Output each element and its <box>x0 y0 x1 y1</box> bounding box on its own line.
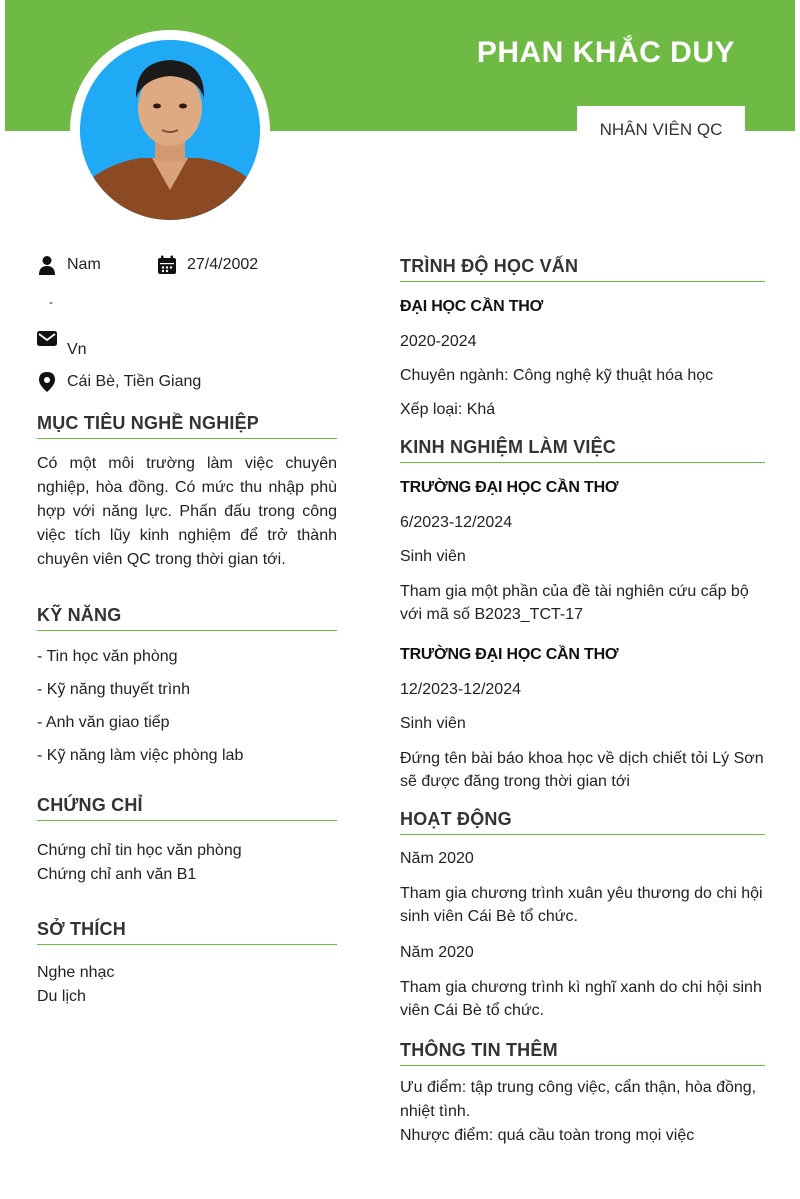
skill-item: - Kỹ năng làm việc phòng lab <box>37 747 244 764</box>
email-row <box>37 322 337 362</box>
job-title: NHÂN VIÊN QC <box>599 120 723 139</box>
extra-info-title: THÔNG TIN THÊM <box>400 1040 765 1066</box>
objective-text: Có một môi trường làm việc chuyên nghiệp, hòa đồng. Có mức thu nhập phù hợp với năng lực. Phấn đấu trong công việc tích lũy kinh nghiệm để trở thành chuyên viên QC trong thời gian tới. <box>37 455 337 568</box>
hobby-item: Nghe nhạc <box>37 964 115 981</box>
education-rank: Xếp loại: Khá <box>400 401 496 418</box>
portrait-image <box>80 40 260 220</box>
address-row <box>37 367 337 397</box>
experience-period: 6/2023-12/2024 <box>400 514 513 531</box>
avatar-photo <box>80 40 260 220</box>
education-major: Chuyên ngành: Công nghệ kỹ thuật hóa học <box>400 367 714 384</box>
experience-position: Sinh viên <box>400 548 466 565</box>
email-icon <box>37 328 57 348</box>
weaknesses-text: Nhược điểm: quá cầu toàn trong mọi việc <box>400 1127 695 1144</box>
birthday-text: 27/4/2002 <box>187 256 259 273</box>
hobbies-title: SỞ THÍCH <box>37 919 337 945</box>
skill-item: - Tin học văn phòng <box>37 648 178 665</box>
activity-description: Tham gia chương trình xuân yêu thương do chi hội sinh viên Cái Bè tổ chức. <box>400 885 763 925</box>
skills-title: KỸ NĂNG <box>37 605 337 631</box>
email-text: Vn <box>67 341 87 358</box>
phone-text: - <box>49 295 53 309</box>
strengths-text: Ưu điểm: tập trung công việc, cẩn thận, hòa đồng, nhiệt tình. <box>400 1079 757 1120</box>
skill-item: - Kỹ năng thuyết trình <box>37 681 190 698</box>
certificates-title: CHỨNG CHỈ <box>37 795 337 821</box>
calendar-icon <box>157 255 177 275</box>
candidate-name: PHAN KHẮC DUY <box>476 36 735 69</box>
education-school: ĐẠI HỌC CẦN THƠ <box>400 298 544 315</box>
experience-title: KINH NGHIỆM LÀM VIỆC <box>400 437 765 463</box>
certificate-item: Chứng chỉ anh văn B1 <box>37 866 197 883</box>
person-icon <box>37 255 57 275</box>
experience-position: Sinh viên <box>400 715 466 732</box>
right-column <box>400 250 765 1148</box>
activity-year: Năm 2020 <box>400 944 474 961</box>
experience-org: TRƯỜNG ĐẠI HỌC CẦN THƠ <box>400 646 619 663</box>
experience-description: Đứng tên bài báo khoa học về dịch chiết tỏi Lý Sơn sẽ được đăng trong thời gian tới <box>400 750 764 790</box>
left-column <box>37 250 337 1009</box>
education-period: 2020-2024 <box>400 333 477 350</box>
activities-title: HOẠT ĐỘNG <box>400 809 765 835</box>
gender-text: Nam <box>67 256 101 273</box>
certificate-item: Chứng chỉ tin học văn phòng <box>37 842 242 859</box>
personal-info-row <box>37 250 337 280</box>
skill-item: - Anh văn giao tiếp <box>37 714 170 731</box>
objective-title: MỤC TIÊU NGHỀ NGHIỆP <box>37 413 337 439</box>
location-pin-icon <box>37 372 57 392</box>
activity-description: Tham gia chương trình kì nghĩ xanh do chi hội sinh viên Cái Bè tổ chức. <box>400 979 762 1019</box>
experience-description: Tham gia một phần của đề tài nghiên cứu cấp bộ với mã số B2023_TCT-17 <box>400 583 749 623</box>
experience-org: TRƯỜNG ĐẠI HỌC CẦN THƠ <box>400 479 619 496</box>
address-text: Cái Bè, Tiền Giang <box>67 373 202 390</box>
hobby-item: Du lịch <box>37 988 86 1005</box>
education-title: TRÌNH ĐỘ HỌC VẤN <box>400 256 765 282</box>
job-title-box <box>577 106 745 154</box>
experience-period: 12/2023-12/2024 <box>400 681 521 698</box>
phone-row <box>37 294 337 310</box>
activity-year: Năm 2020 <box>400 850 474 867</box>
